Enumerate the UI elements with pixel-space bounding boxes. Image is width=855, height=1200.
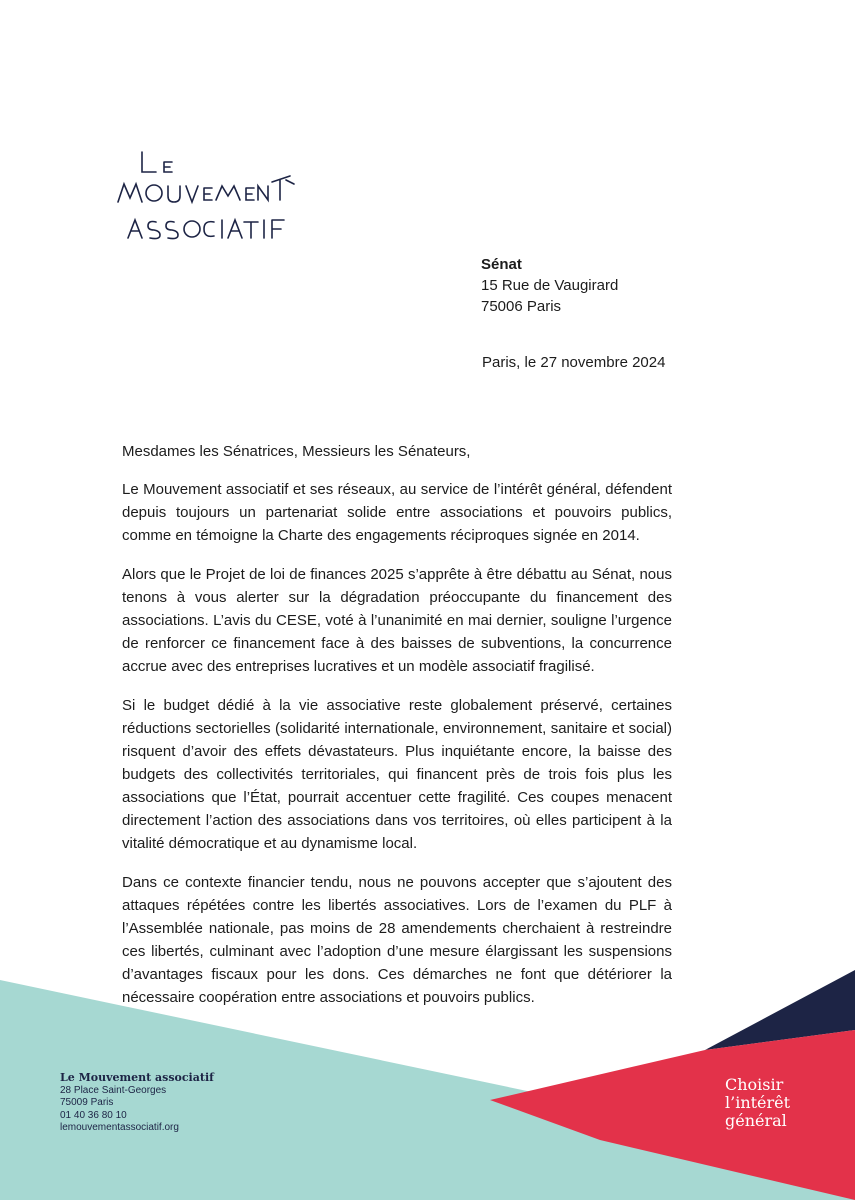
letter-date: Paris, le 27 novembre 2024 [482, 354, 666, 371]
footer-org-name: Le Mouvement associatif [60, 1071, 214, 1084]
letter-paragraph-4: Dans ce contexte financier tendu, nous ne pouvons accepter que s’ajoutent des attaques répétées contre les libertés associatives. Lors de l’examen du PLF à l’Assemblée nationale, pas moins de 28 amendements cherchaient à restreindre ces libertés, culminant avec l’adoption d’une mesure élargissant les suspensions d’avantages fiscaux pour les dons. Ces démarches ne font que détériorer la nécessaire coopération entre associations et pouvoirs publics. [122, 874, 672, 1006]
footer-phone: 01 40 36 80 10 [60, 1109, 127, 1121]
footer-website: lemouvementassociatif.org [60, 1122, 179, 1133]
recipient-street: 15 Rue de Vaugirard [481, 277, 619, 294]
letter-salutation: Mesdames les Sénatrices, Messieurs les Sénateurs, [122, 443, 471, 460]
slogan-line-1: Choisir [725, 1075, 784, 1094]
letter-paragraph-3: Si le budget dédié à la vie associative reste globalement préservé, certaines réductions sectorielles (solidarité internationale, environnement, sanitaire et social) risquent d’avoir des effets dévastateurs. Plus inquiétante encore, la baisse des budgets des collectivités territoriales, qui financent près de trois fois plus les associations que l’État, pourrait accentuer cette fragilité. Ces coupes menacent directement l’action des associations dans vos territoires, où elles participent à la vitalité démocratique et au dynamisme local. [122, 697, 672, 852]
recipient-address [481, 254, 618, 317]
footer-address [60, 1072, 214, 1135]
footer-address-line-2: 75009 Paris [60, 1097, 114, 1108]
footer-address-line-1: 28 Place Saint-Georges [60, 1084, 167, 1096]
letter-paragraph-1: Le Mouvement associatif et ses réseaux, au service de l’intérêt général, défendent depuis toujours un partenariat solide entre associations et pouvoirs publics, comme en témoigne la Charte des engagements réciproques signée en 2014. [122, 481, 672, 544]
letter-paragraph-2: Alors que le Projet de loi de finances 2025 s’apprête à être débattu au Sénat, nous tenons à vous alerter sur la dégradation préoccupante du financement des associations. L’avis du CESE, voté à l’unanimité en mai dernier, souligne l’urgence de renforcer ce financement face à des baisses de subventions, la concurrence accrue avec des entreprises lucratives et un modèle associatif fragilisé. [122, 566, 672, 675]
recipient-city: 75006 Paris [481, 298, 562, 315]
slogan-line-2: l’intérêt [725, 1093, 791, 1112]
le-mouvement-associatif-logo [112, 140, 302, 250]
recipient-name: Sénat [481, 256, 522, 273]
slogan-line-3: général [725, 1111, 787, 1130]
letter-body [122, 440, 672, 1025]
footer-slogan [725, 1076, 790, 1130]
